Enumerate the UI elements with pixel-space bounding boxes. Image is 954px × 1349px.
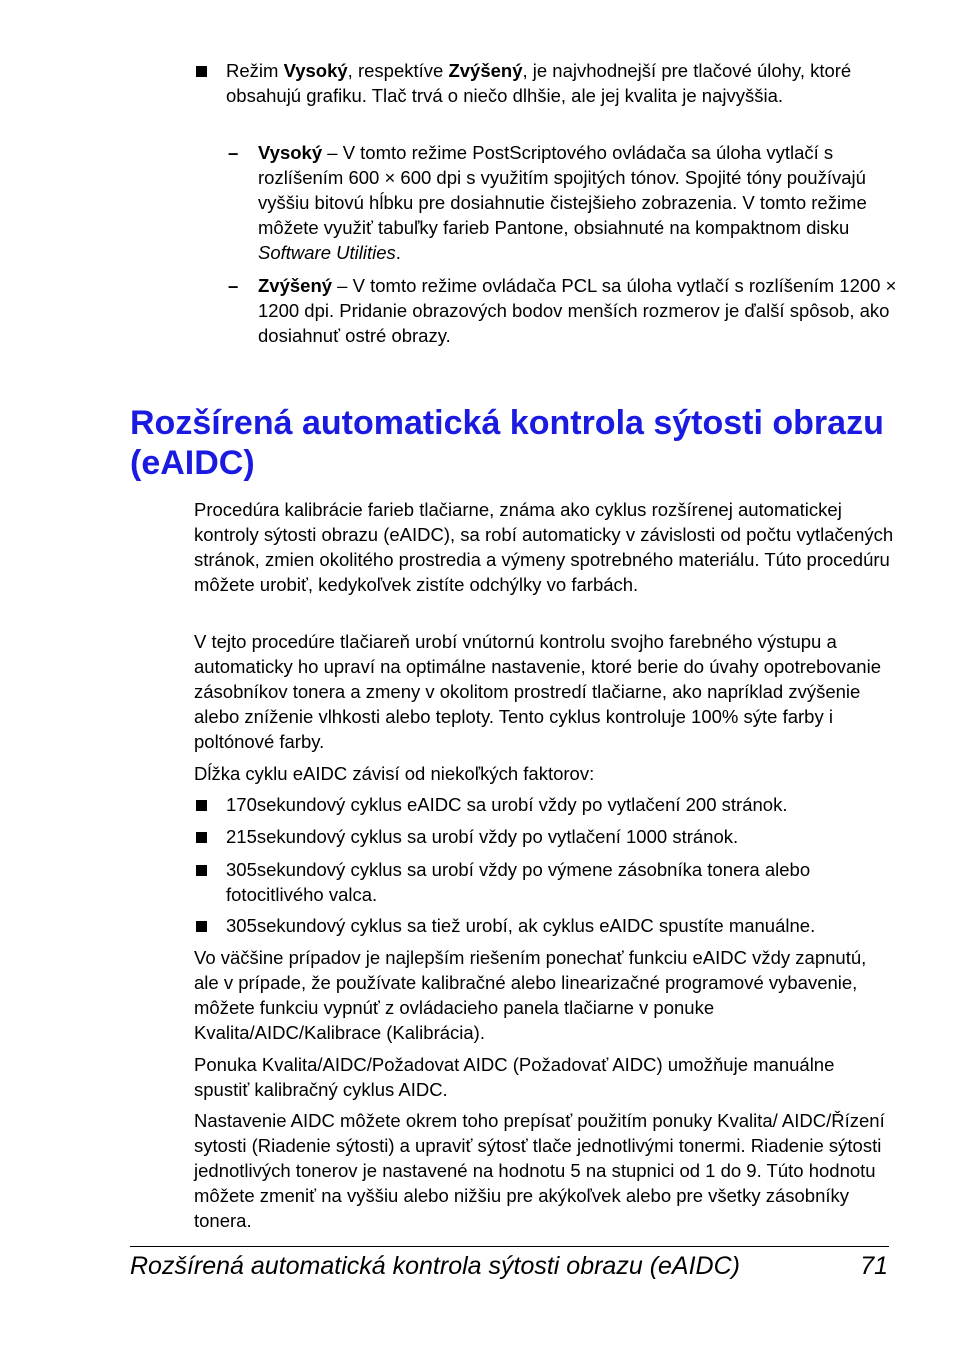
factor-bullet-text: 305sekundový cyklus sa urobí vždy po výmene zásobníka tonera alebo fotocitlivého valca. [226,859,811,905]
dash-italic: Software Utilities [258,242,396,263]
footer-divider [130,1246,889,1247]
dash-mark: – [228,275,239,296]
factor-bullet [194,913,894,939]
paragraph-factors-lead: Dĺžka cyklu eAIDC závisí od niekoľkých faktorov: [194,763,595,784]
factor-bullet [194,857,894,909]
bullet-text [226,58,894,108]
dash-text [258,273,898,348]
dash-body-end: . [395,242,401,263]
dash-body: V tomto režime PostScriptového ovládača sa úloha vytlačí s rozlíšením 600 × 600 dpi s využitím spojitých tónov. Spojité tóny používajú vyššiu bitovú hĺbku pre dosiahnutie čistejšieho zobrazenia. V tomto režime môžete využiť tabuľky farieb Pantone, obsiahnuté na kompaktnom disku [258,142,867,238]
dash-body: V tomto režime ovládača PCL sa úloha vytlačí s rozlíšením 1200 × 1200 dpi. Pridanie obrazových bodov menších rozmerov je ďalší spôsob, ako dosiahnuť ostré obrazy. [258,275,897,346]
square-bullet-icon [196,800,207,811]
factor-bullet-text: 305sekundový cyklus sa tiež urobí, ak cyklus eAIDC spustíte manuálne. [226,915,816,936]
square-bullet-icon [196,921,207,932]
paragraph-request-aidc: Ponuka Kvalita/AIDC/Požadovat AIDC (Požadovať AIDC) umožňuje manuálne spustiť kalibračný cyklus AIDC. [194,1054,835,1100]
section-heading: Rozšírená automatická kontrola sýtosti obrazu (eAIDC) [130,404,884,482]
factor-bullet-text: 215sekundový cyklus sa urobí vždy po vytlačení 1000 stránok. [226,826,739,847]
factor-bullet-text: 170sekundový cyklus eAIDC sa urobí vždy po vytlačení 200 stránok. [226,794,788,815]
bullet-mid: , respektíve [347,60,449,81]
square-bullet-icon [196,832,207,843]
footer-title: Rozšírená automatická kontrola sýtosti obrazu (eAIDC) [130,1252,740,1280]
dash-item-vysoky [226,140,896,266]
dash-term: Vysoký [258,142,323,163]
square-bullet-icon [196,865,207,876]
paragraph-procedure: V tejto procedúre tlačiareň urobí vnútornú kontrolu svojho farebného výstupu a automaticky ho upraví na optimálne nastavenie, ktoré berie do úvahy opotrebovanie zásobníkov tonera a zmeny v okolitom prostredí tlačiarne, ako napríklad zvýšenie alebo zníženie vlhkosti alebo teploty. Tento cyklus kontroluje 100% sýte farby i poltónové farby. [194,631,881,752]
quality-mode-bullet [194,58,894,136]
dash-separator: – [332,275,353,296]
bullet-prefix: Režim [226,60,284,81]
dash-item-zvyseny [226,273,896,349]
dash-mark: – [228,142,239,163]
bold-term-vysoky: Vysoký [283,60,348,81]
page-number: 71 [860,1252,888,1280]
paragraph-density-control: Nastavenie AIDC môžete okrem toho prepísať použitím ponuky Kvalita/ AIDC/Řízení sytosti (Riadenie sýtosti) a upraviť sýtosť tlače jednotlivými tonermi. Riadenie sýtosti jednotlivých tonerov je nastavené na hodnotu 5 na stupnici od 1 do 9. Túto hodnotu môžete zmeniť na vyššiu alebo nižšiu pre akýkoľvek alebo pre všetky zásobníky tonera. [194,1110,885,1231]
bold-term-zvyseny: Zvýšený [448,60,523,81]
factor-bullet [194,824,894,850]
dash-term: Zvýšený [258,275,333,296]
dash-separator: – [322,142,343,163]
bullet-rest: , je najvhodnejší pre tlačové úlohy, ktoré obsahujú grafiku. Tlač trvá o niečo dlhšie, ale jej kvalita je najvyššia. [226,60,852,106]
paragraph-intro: Procedúra kalibrácie farieb tlačiarne, známa ako cyklus rozšírenej automatickej kontroly sýtosti obrazu (eAIDC), sa robí automaticky v závislosti od počtu vytlačených stránok, zmien okolitého prostredia a výmeny spotrebného materiálu. Túto procedúru môžete urobiť, kedykoľvek zistíte odchýlky vo farbách. [194,499,894,595]
square-bullet-icon [196,66,207,77]
factor-bullet [194,792,894,818]
dash-text [258,140,898,265]
paragraph-recommendation: Vo väčšine prípadov je najlepším riešením ponechať funkciu eAIDC vždy zapnutú, ale v prípade, že používate kalibračné alebo linearizačné programové vybavenie, môžete funkciu vypnúť z ovládacieho panela tlačiarne v ponuke Kvalita/AIDC/Kalibrace (Kalibrácia). [194,947,867,1043]
